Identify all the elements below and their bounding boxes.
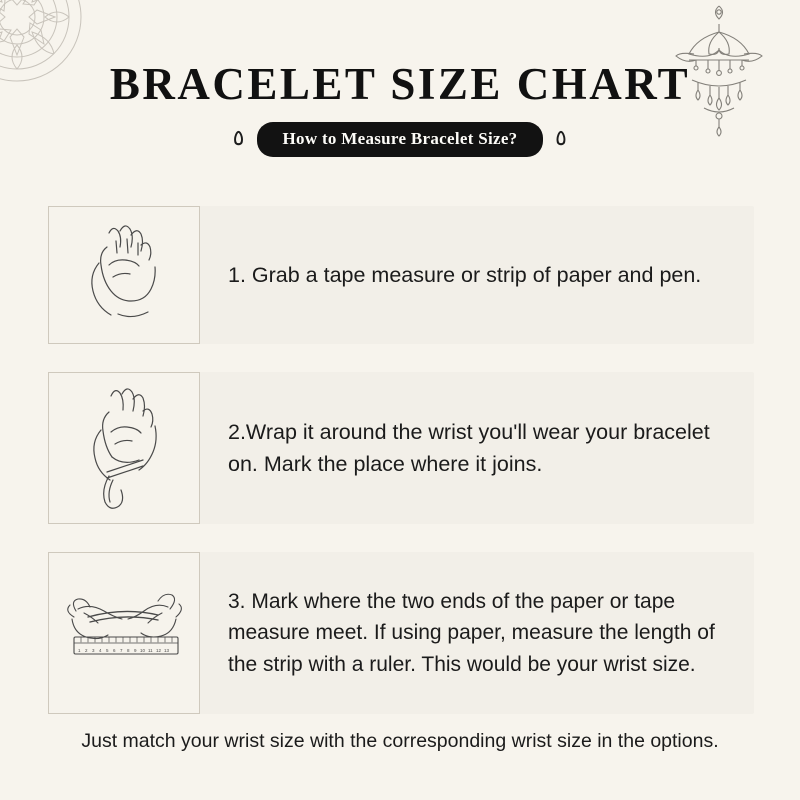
step-2-text: 2.Wrap it around the wrist you'll wear your bracelet on. Mark the place where it joins. bbox=[228, 419, 710, 476]
svg-text:10: 10 bbox=[140, 648, 146, 653]
subtitle-pill: How to Measure Bracelet Size? bbox=[257, 122, 544, 157]
step-3-figure bbox=[48, 552, 200, 714]
step-1-figure bbox=[48, 206, 200, 344]
svg-text:9: 9 bbox=[134, 648, 137, 653]
svg-text:7: 7 bbox=[120, 648, 123, 653]
step-1-text: 1. Grab a tape measure or strip of paper and pen. bbox=[228, 262, 702, 287]
svg-text:4: 4 bbox=[99, 648, 102, 653]
hand-with-tape-around-wrist-illustration bbox=[69, 380, 179, 516]
flourish-left-icon: ٥ bbox=[232, 124, 245, 150]
svg-text:2: 2 bbox=[85, 648, 88, 653]
svg-text:5: 5 bbox=[106, 648, 109, 653]
svg-text:3: 3 bbox=[92, 648, 95, 653]
subtitle-row bbox=[0, 122, 800, 157]
svg-text:6: 6 bbox=[113, 648, 116, 653]
list-item bbox=[48, 552, 754, 714]
svg-text:12: 12 bbox=[156, 648, 162, 653]
flourish-right-icon: ٥ bbox=[555, 124, 568, 150]
list-item bbox=[48, 206, 754, 344]
page-title: BRACELET SIZE CHART bbox=[109, 59, 691, 109]
step-3-text: 3. Mark where the two ends of the paper or tape measure meet. If using paper, measure the length of the strip with a ruler. This would be your wrist size. bbox=[228, 589, 715, 676]
svg-text:1: 1 bbox=[78, 648, 81, 653]
svg-text:8: 8 bbox=[127, 648, 130, 653]
step-2-figure bbox=[48, 372, 200, 524]
svg-text:11: 11 bbox=[148, 648, 153, 653]
list-item bbox=[48, 372, 754, 524]
svg-text:13: 13 bbox=[164, 648, 170, 653]
footer-note: Just match your wrist size with the corresponding wrist size in the options. bbox=[81, 730, 719, 752]
hand-fist-illustration bbox=[69, 215, 179, 335]
hands-measuring-strip-with-ruler-illustration bbox=[54, 573, 194, 693]
steps-list bbox=[48, 206, 754, 742]
